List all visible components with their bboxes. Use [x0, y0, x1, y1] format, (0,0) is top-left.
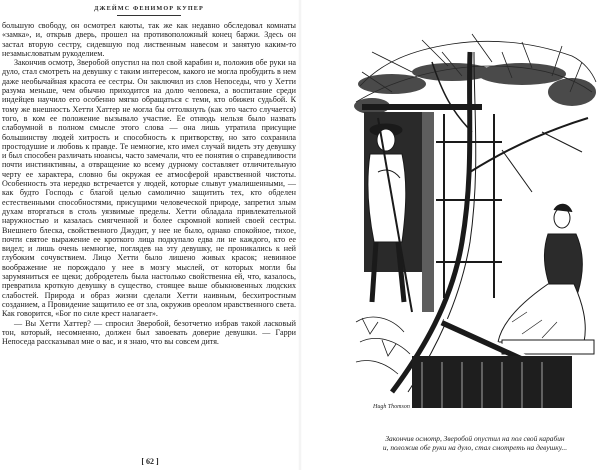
illustration-caption: [360, 434, 590, 453]
page-number: [ 62 ]: [141, 457, 159, 466]
artist-signature: Hugh Thomson: [373, 404, 410, 410]
right-page: [300, 0, 600, 470]
running-head-rule: [117, 15, 181, 16]
body-text: [2, 21, 296, 346]
running-head: ДЖЕЙМС ФЕНИМОР КУПЕР: [94, 5, 204, 12]
paragraph-1: большую свободу, он осмотрел каюты, так же как недавно обследовал комнаты «замка», и, открыв дверь, прошел на противоположный конец баржи. Здесь он застал вторую сестру, сидевшую под лиственным навесом и занятую каким-то незамысловатым рукоделием.: [2, 21, 296, 58]
illustration: [352, 22, 598, 414]
engraving-illustration: [352, 22, 598, 414]
paragraph-2: Закончив осмотр, Зверобой опустил на пол свой карабин и, положив обе руки на дуло, стал смотреть на девушку с таким интересом, какого не могла пробудить в нем даже необычайная красота ее сестры. Он заключил из слов Непоседы, что у Хетти разума меньше, чем обычно приходится на долю человека, а воспитание среди индейцев научило его особенно мягко обращаться с теми, кто обижен судьбой. К тому же внешность Хетти Хаттер не могла бы оттолкнуть (как это часто случается) того, в ком ее положение вызывало участие. Ее отнюдь нельзя было назвать слабоумной в полном смысле этого слова — она лишь утратила присущие большинству людей хитрость и способность к притворству, но зато сохранила простодушие и любовь к правде. Те немногие, кто имел случай видеть эту девушку и был способен различать нюансы, часто замечали, что ее понятия о справедливости почти инстинктивны, а отвращение ко всему дурному составляет отличительную черту ее характера, словно бы окружая ее атмосферой нравственной чистоты. Особенность эта нередко встречается у людей, которые слывут умалишенными, — как будто Господь с благой целью самолично защитить тех, кто обделен естественными способностями, присущими человеческой природе, запретил злым духам вторгаться в столь уязвимые пределы. Хетти обладала привлекательной наружностью и казалась смягченной и более скромной копией своей сестры. Внешнего блеска, свойственного Джудит, у нее не было, однако спокойное, тихое, почти святое выражение ее кроткого лица подкупало едва ли не каждого, кто ее видел; и лишь очень немногие, поглядев на эту девушку, не проникались к ней глубоким сочувствием. Лицо Хетти было лишено живых красок; невинное воображение не порождало у нее в мозгу мыслей, от которых могли бы зарумяниться ее щеки; добродетель была настолько свойственна ей, что, казалось, превратила кроткую девушку в существо, стоящее выше обыкновенных людских слабостей. Природа и образ жизни сделали Хетти наивным, бесхитростным созданием, а Провидение защитило ее от зла, окружив ореолом нравственного света. Как говорится, «Бог по силе крест налагает».: [2, 58, 296, 319]
paragraph-3: — Вы Хетти Хаттер? — спросил Зверобой, безотчетно избрав такой ласковый тон, который, несомненно, должен был завоевать доверие девушки. — Гарри Непоседа рассказывал мне о вас, и я знаю, что вы совсем дитя.: [2, 318, 296, 347]
caption-line-1: Закончив осмотр, Зверобой опустил на пол свой карабин: [385, 434, 565, 443]
girl-figure: [498, 204, 585, 342]
caption-line-2: и, положив обе руки на дуло, стал смотреть на девушку...: [382, 443, 568, 453]
